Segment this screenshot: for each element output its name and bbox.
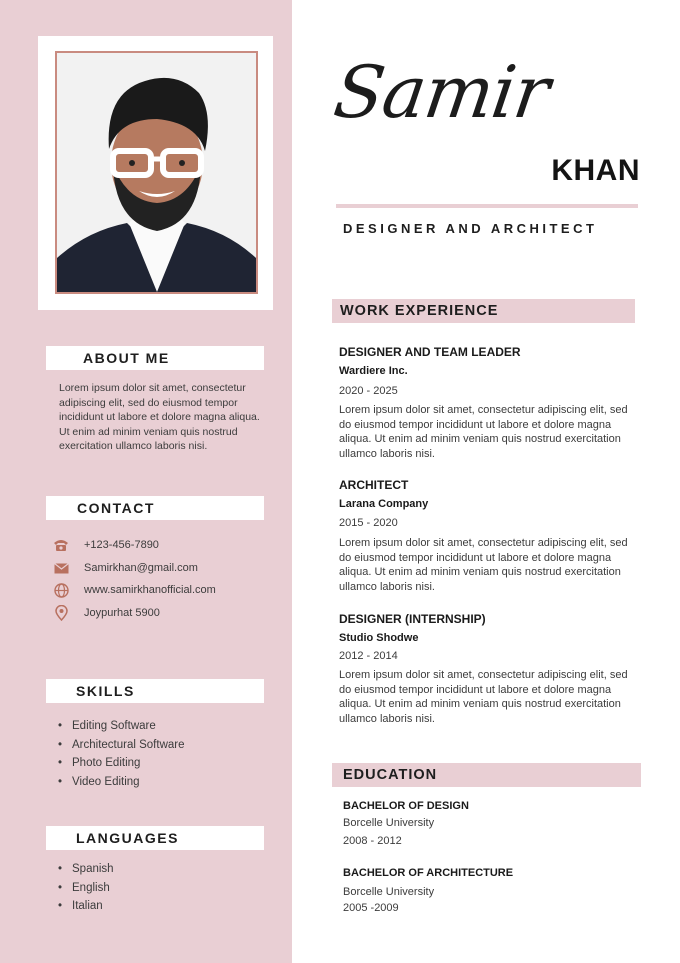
job-company: Wardiere Inc.	[339, 365, 408, 377]
job-company: Larana Company	[339, 498, 429, 510]
job-dates: 2012 - 2014	[339, 650, 398, 662]
contact-website-text: www.samirkhanofficial.com	[84, 584, 216, 596]
contact-email[interactable]	[52, 559, 198, 577]
contact-phone[interactable]	[52, 536, 159, 554]
languages-list	[58, 860, 114, 916]
about-text: Lorem ipsum dolor sit amet, consectetur adipiscing elit, sed do eiusmod tempor incididunt ut labore et dolore magna aliqua. Ut enim ad minim veniam quis nostrud exercitation ullamco laboris nisi.	[59, 382, 260, 452]
job-dates: 2020 - 2025	[339, 385, 398, 397]
phone-icon	[52, 536, 70, 554]
skill-item: • Editing Software	[58, 717, 185, 736]
skill-item: • Photo Editing	[58, 754, 185, 773]
job-title: DESIGNER (INTERNSHIP)	[339, 612, 486, 626]
contact-phone-text: +123-456-7890	[84, 539, 159, 551]
education-school: Borcelle University	[343, 886, 435, 898]
location-pin-icon	[52, 604, 70, 622]
education-heading: EDUCATION	[332, 763, 641, 787]
about-heading: ABOUT ME	[46, 346, 264, 370]
job-title: ARCHITECT	[339, 478, 409, 492]
job-role: DESIGNER AND ARCHITECT	[343, 221, 598, 236]
profile-photo	[55, 51, 258, 294]
education-dates: 2005 -2009	[343, 902, 399, 914]
skill-item: • Architectural Software	[58, 736, 185, 755]
name-divider	[336, 204, 638, 208]
skill-item: • Video Editing	[58, 773, 185, 792]
work-heading: WORK EXPERIENCE	[332, 299, 635, 323]
contact-heading: CONTACT	[46, 496, 264, 520]
language-item: • Spanish	[58, 860, 114, 879]
language-item: • English	[58, 879, 114, 898]
contact-address-text: Joypurhat 5900	[84, 607, 160, 619]
education-degree: BACHELOR OF DESIGN	[343, 800, 469, 812]
education-degree: BACHELOR OF ARCHITECTURE	[343, 867, 514, 879]
education-dates: 2008 - 2012	[343, 835, 402, 847]
contact-website[interactable]	[52, 581, 216, 599]
first-name: Samir	[329, 50, 554, 134]
language-item: • Italian	[58, 897, 114, 916]
job-description: Lorem ipsum dolor sit amet, consectetur adipiscing elit, sed do eiusmod tempor incididunt ut labore et dolore magna aliqua. Ut enim ad minim veniam quis nostrud exercitation ullamco laboris nisi.	[339, 537, 628, 593]
job-description: Lorem ipsum dolor sit amet, consectetur adipiscing elit, sed do eiusmod tempor incididunt ut labore et dolore magna aliqua. Ut enim ad minim veniam quis nostrud exercitation ullamco laboris nisi.	[339, 404, 628, 460]
education-school: Borcelle University	[343, 817, 435, 829]
job-description: Lorem ipsum dolor sit amet, consectetur adipiscing elit, sed do eiusmod tempor incididunt ut labore et dolore magna aliqua. Ut enim ad minim veniam quis nostrud exercitation ullamco laboris nisi.	[339, 669, 628, 725]
skills-heading: SKILLS	[46, 679, 264, 703]
contact-address	[52, 604, 160, 622]
contact-email-text: Samirkhan@gmail.com	[84, 562, 198, 574]
job-company: Studio Shodwe	[339, 632, 419, 644]
languages-heading: LANGUAGES	[46, 826, 264, 850]
last-name: KHAN	[551, 154, 640, 187]
mail-icon	[52, 559, 70, 577]
job-title: DESIGNER AND TEAM LEADER	[339, 345, 521, 359]
skills-list	[58, 717, 185, 791]
job-dates: 2015 - 2020	[339, 517, 398, 529]
globe-icon	[52, 581, 70, 599]
